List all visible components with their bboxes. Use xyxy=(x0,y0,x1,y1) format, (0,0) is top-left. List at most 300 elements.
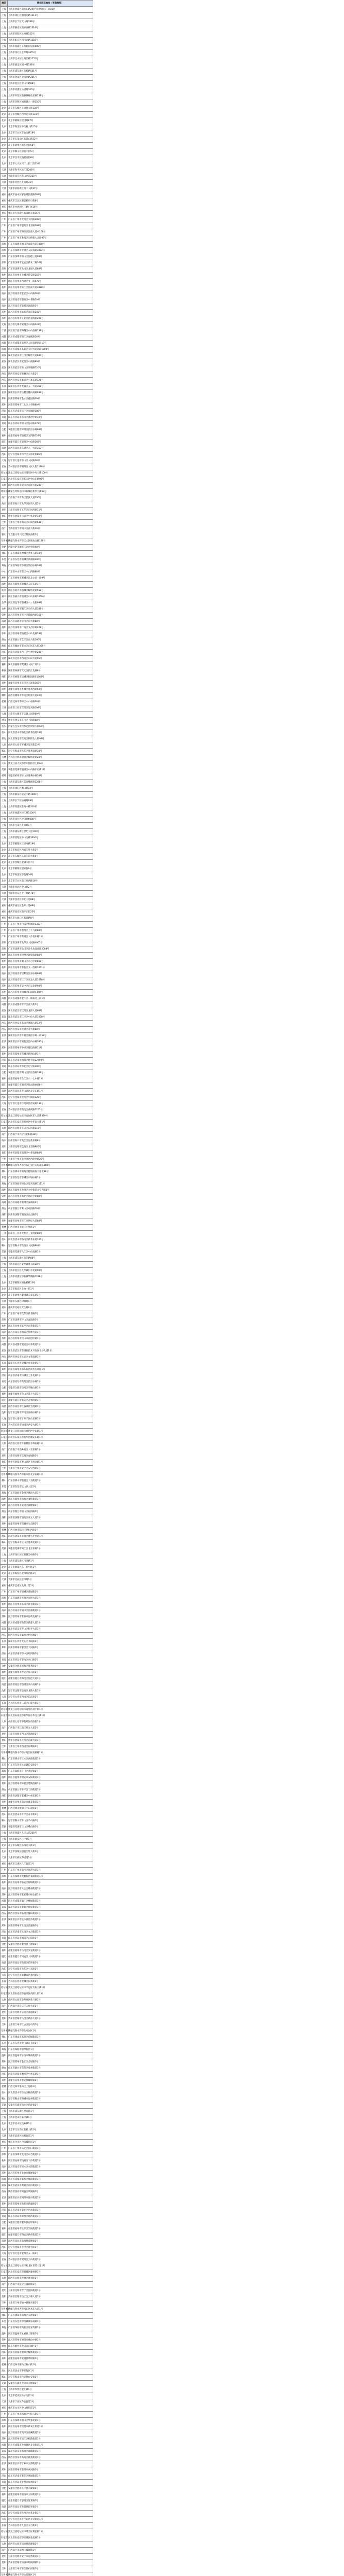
address-cell[interactable]: 浙江省温州市乐清市城南街道1号 xyxy=(8,2053,93,2059)
address-cell[interactable]: 陕西省西安市长安区文苑南路1号 xyxy=(8,1354,93,1361)
region-cell[interactable]: 吉林 xyxy=(1,755,8,761)
address-cell[interactable]: 西藏拉萨市城关区北京中路48号 xyxy=(8,545,93,551)
region-cell[interactable]: 昆明 xyxy=(1,2288,8,2294)
region-cell[interactable]: 天津 xyxy=(1,897,8,903)
region-cell[interactable]: 郑州 xyxy=(1,1923,8,1929)
region-cell[interactable]: 沈阳 xyxy=(1,1688,8,1694)
region-cell[interactable]: 厦门 xyxy=(1,1954,8,1960)
region-cell[interactable]: 芜湖 xyxy=(1,767,8,773)
region-cell[interactable]: 重庆 xyxy=(1,2140,8,2146)
address-cell[interactable]: 上海市崇明区城桥镇八一路150号 xyxy=(8,99,93,106)
region-cell[interactable]: 沈阳 xyxy=(1,2245,8,2251)
address-cell[interactable]: 浙江省嘉兴市南湖区中山东路1000号 xyxy=(8,594,93,600)
region-cell[interactable]: 太原 xyxy=(1,2541,8,2548)
region-cell[interactable]: 济南 xyxy=(1,1929,8,1936)
region-cell[interactable]: 贵阳 xyxy=(1,2016,8,2022)
address-cell[interactable]: 北京市通州区梨园镇云景东路1号 xyxy=(8,1293,93,1299)
address-cell[interactable]: 广东省佛山市三水区西南街道1号 xyxy=(8,1756,93,1762)
address-cell[interactable]: 江苏省南京市鼓楼区湖南路1号 xyxy=(8,303,93,310)
address-cell[interactable]: 河南省郑州市金水区花园路39号 xyxy=(8,396,93,402)
address-cell[interactable]: 河北省唐山市路南区新华东道100号 xyxy=(8,1237,93,1243)
region-cell[interactable]: 沈阳 xyxy=(1,1967,8,1973)
region-cell[interactable]: 杭州 xyxy=(1,965,8,971)
address-cell[interactable]: 河北省石家庄市鹿泉区向阳大街1号 xyxy=(8,1991,93,1997)
region-cell[interactable]: 西宁 xyxy=(1,526,8,532)
region-cell[interactable]: 合肥 xyxy=(1,2220,8,2226)
region-cell[interactable]: 鞍山 xyxy=(1,1243,8,1249)
region-cell[interactable]: 唐山 xyxy=(1,730,8,736)
address-cell[interactable]: 河南省洛阳市涧西区南昌路1号 xyxy=(8,1212,93,1218)
region-cell[interactable]: 佛山 xyxy=(1,1756,8,1762)
region-cell[interactable]: 乌鲁木齐 xyxy=(1,1472,8,1478)
address-cell[interactable]: 河北省石家庄市藁城区廉州路1号 xyxy=(8,2269,93,2276)
region-cell[interactable]: 三亚 xyxy=(1,1231,8,1237)
address-cell[interactable]: 吉林省长春市南关区重庆路1255号 xyxy=(8,1107,93,1113)
region-cell[interactable]: 北京 xyxy=(1,2127,8,2133)
region-cell[interactable]: 贵阳 xyxy=(1,514,8,520)
region-cell[interactable]: 上海 xyxy=(1,81,8,87)
address-cell[interactable]: 北京市海淀区上地十街1号 xyxy=(8,1286,93,1293)
region-cell[interactable]: 上海 xyxy=(1,56,8,62)
address-cell[interactable]: 浙江省杭州市西湖区文三路478号 xyxy=(8,279,93,285)
region-cell[interactable]: 上海 xyxy=(1,1274,8,1280)
address-cell[interactable]: 山西省太原市晋源区晋祠路1号 xyxy=(8,2276,93,2282)
region-cell[interactable]: 北京 xyxy=(1,1293,8,1299)
address-cell[interactable]: 重庆市沙坪坝区三峡广场16号 xyxy=(8,205,93,211)
address-cell[interactable]: 江苏省常州市天宁区延陵西路168号 xyxy=(8,613,93,619)
region-cell[interactable]: 东莞 xyxy=(1,1484,8,1490)
region-cell[interactable]: 重庆 xyxy=(1,1861,8,1868)
region-cell[interactable]: 北京 xyxy=(1,1849,8,1855)
region-cell[interactable]: 乌鲁木齐 xyxy=(1,538,8,545)
address-cell[interactable]: 广西南宁市江南区星光大道1号 xyxy=(8,1725,93,1732)
address-cell[interactable]: 河南省郑州市二七区大学路80号 xyxy=(8,402,93,409)
address-cell[interactable]: 上海市徐汇区衡山路12号 xyxy=(8,786,93,792)
address-cell[interactable]: 浙江省杭州市拱墅区湖墅南路88号 xyxy=(8,953,93,959)
region-cell[interactable]: 南通 xyxy=(1,619,8,625)
address-cell[interactable]: 广东省深圳市大鹏新区葵涌街道1号 xyxy=(8,1874,93,1880)
region-cell[interactable]: 乌鲁木齐 xyxy=(1,1750,8,1756)
region-cell[interactable]: 温州 xyxy=(1,1497,8,1503)
region-cell[interactable]: 郑州 xyxy=(1,1367,8,1373)
region-cell[interactable]: 昆明 xyxy=(1,1732,8,1738)
address-cell[interactable]: 江苏省苏州市吴江区松陵街道1号 xyxy=(8,2436,93,2443)
address-cell[interactable]: 贵州省贵阳市花溪区花溪大道1号 xyxy=(8,1738,93,1744)
region-cell[interactable]: 上海 xyxy=(1,38,8,44)
address-cell[interactable]: 上海市黄浦区淮海中路300号 xyxy=(8,804,93,810)
region-cell[interactable]: 常州 xyxy=(1,1781,8,1787)
address-cell[interactable]: 新疆乌鲁木齐市新市区北京南路1号 xyxy=(8,1472,93,1478)
address-cell[interactable]: 江苏省常州市钟楼区延陵西路1号 xyxy=(8,1781,93,1787)
region-cell[interactable]: 贵阳 xyxy=(1,1738,8,1744)
region-cell[interactable]: 拉萨 xyxy=(1,545,8,551)
address-cell[interactable]: 北京市延庆区妫水北街1号 xyxy=(8,2393,93,2399)
address-cell[interactable]: 广东省深圳市福田区深南大道7888号 xyxy=(8,242,93,248)
address-cell[interactable]: 上海市浦东新区世纪大道100号 xyxy=(8,829,93,835)
region-cell[interactable]: 泉州 xyxy=(1,2078,8,2084)
region-cell[interactable]: 保定 xyxy=(1,736,8,742)
region-cell[interactable]: 深圳 xyxy=(1,242,8,248)
address-cell[interactable]: 广东省佛山市禅城区季华五路18号 xyxy=(8,551,93,557)
address-cell[interactable]: 北京市西城区金融大街7号 xyxy=(8,860,93,866)
region-cell[interactable]: 广州 xyxy=(1,934,8,940)
region-cell[interactable]: 上海 xyxy=(1,1256,8,1262)
address-cell[interactable]: 重庆市渝北区金开大道68号 xyxy=(8,903,93,909)
address-cell[interactable]: 湖南省长沙市望城区金星北路1号 xyxy=(8,1361,93,1367)
address-cell[interactable]: 山西省太原市迎泽区迎泽大街289号 xyxy=(8,483,93,489)
address-cell[interactable]: 湖北省襄阳市樊城区人民广场1号 xyxy=(8,662,93,668)
address-cell[interactable]: 甘肃省兰州市安宁区安宁西路1号 xyxy=(8,1466,93,1472)
region-cell[interactable]: 石家庄 xyxy=(1,477,8,483)
region-cell[interactable]: 金华 xyxy=(1,600,8,606)
region-cell[interactable]: 厦门 xyxy=(1,1082,8,1089)
region-cell[interactable]: 合肥 xyxy=(1,1385,8,1392)
address-cell[interactable]: 广西南宁市邕宁区蒲庙镇1号 xyxy=(8,2282,93,2288)
address-cell[interactable]: 贵州省贵阳市南明区中华南路88号 xyxy=(8,1150,93,1157)
region-cell[interactable]: 青岛 xyxy=(1,421,8,427)
region-cell[interactable]: 烟台 xyxy=(1,1509,8,1515)
region-cell[interactable]: 佛山 xyxy=(1,551,8,557)
address-cell[interactable]: 广东省广州市荔湾区上下九路88号 xyxy=(8,928,93,934)
region-cell[interactable]: 鞍山 xyxy=(1,2375,8,2381)
region-cell[interactable]: 长春 xyxy=(1,1979,8,1985)
address-cell[interactable]: 浙江省绍兴市越城区解放北路558号 xyxy=(8,588,93,594)
address-cell[interactable]: 天津市和平区滨江道208号 xyxy=(8,167,93,174)
address-cell[interactable]: 山东省潍坊市奎文区东风东大街369号 xyxy=(8,643,93,650)
region-cell[interactable]: 北京 xyxy=(1,1286,8,1293)
address-cell[interactable]: 山东省济南市莱芜区凤城街道1号 xyxy=(8,2473,93,2480)
region-cell[interactable]: 北京 xyxy=(1,872,8,878)
region-cell[interactable]: 广州 xyxy=(1,217,8,223)
region-cell[interactable]: 上海 xyxy=(1,19,8,25)
address-cell[interactable]: 贵州省贵阳市云岩区中华北路18号 xyxy=(8,514,93,520)
address-cell[interactable]: 山东省烟台市福山区福海路1号 xyxy=(8,1509,93,1515)
region-cell[interactable]: 福州 xyxy=(1,1076,8,1082)
region-cell[interactable]: 烟台 xyxy=(1,1206,8,1212)
region-cell[interactable]: 上海 xyxy=(1,25,8,31)
region-cell[interactable]: 福州 xyxy=(1,1670,8,1676)
region-cell[interactable]: 苏州 xyxy=(1,984,8,990)
region-cell[interactable]: 合肥 xyxy=(1,1664,8,1670)
address-cell[interactable]: 安徽省芜湖市三山区峨山路1号 xyxy=(8,1824,93,1831)
region-cell[interactable]: 重庆 xyxy=(1,205,8,211)
region-cell[interactable]: 大庆 xyxy=(1,761,8,767)
region-cell[interactable]: 兰州 xyxy=(1,1744,8,1750)
address-cell[interactable]: 浙江省杭州市萧山区市心中路818号 xyxy=(8,959,93,965)
address-cell[interactable]: 山西省太原市万柏林区千峰南路1号 xyxy=(8,1441,93,1447)
address-cell[interactable]: 安徽省芜湖市镜湖区中山路步行街1号 xyxy=(8,767,93,773)
address-cell[interactable]: 河北省石家庄市长安区中山东路98号 xyxy=(8,477,93,483)
address-cell[interactable]: 福建省厦门市集美区杏林湾路1号 xyxy=(8,1398,93,1404)
region-cell[interactable]: 南京 xyxy=(1,297,8,303)
address-cell[interactable]: 安徽省芜湖市无为市无城镇1号 xyxy=(8,2381,93,2387)
region-cell[interactable]: 绍兴 xyxy=(1,588,8,594)
region-cell[interactable]: 长春 xyxy=(1,2257,8,2263)
address-cell[interactable]: 上海市闵行区沪闵路6088号 xyxy=(8,817,93,823)
address-cell[interactable]: 海南省海口市龙华区国贸大道2号 xyxy=(8,501,93,507)
address-cell[interactable]: 辽宁省大连市甘井子区山东路1号 xyxy=(8,1416,93,1422)
address-cell[interactable]: 江苏省苏州市张家港市杨舍镇1号 xyxy=(8,1892,93,1899)
region-cell[interactable]: 广州 xyxy=(1,1868,8,1874)
region-cell[interactable]: 佛山 xyxy=(1,2035,8,2041)
region-cell[interactable]: 佛山 xyxy=(1,2313,8,2319)
region-cell[interactable]: 大理 xyxy=(1,711,8,718)
region-cell[interactable]: 长沙 xyxy=(1,390,8,396)
region-cell[interactable]: 郑州 xyxy=(1,402,8,409)
address-cell[interactable]: 海南省三亚市天涯区三亚湾路88号 xyxy=(8,1231,93,1237)
address-cell[interactable]: 广东省深圳市龙岗区布吉街道1号 xyxy=(8,2152,93,2158)
region-cell[interactable]: 武汉 xyxy=(1,1626,8,1633)
address-cell[interactable]: 上海市金山区卫清西路255号 xyxy=(8,75,93,81)
region-cell[interactable]: 武汉 xyxy=(1,2183,8,2189)
address-cell[interactable]: 浙江省杭州市临安区锦城街道1号 xyxy=(8,1880,93,1886)
address-cell[interactable]: 江西省赣州市章贡区红旗大道20号 xyxy=(8,693,93,699)
region-cell[interactable]: 深圳 xyxy=(1,2152,8,2158)
address-cell[interactable]: 广东省佛山市高明区荷城街道1号 xyxy=(8,2035,93,2041)
address-cell[interactable]: 重庆市永川区中山路街道1号 xyxy=(8,2405,93,2412)
address-cell[interactable]: 山东省济南市章丘区明水街道1号 xyxy=(8,2208,93,2214)
region-cell[interactable]: 上海 xyxy=(1,69,8,75)
address-cell[interactable]: 吉林省长春市宽城区长新街1号 xyxy=(8,1979,93,1985)
address-cell[interactable]: 北京市门头沟区新桥大街1号 xyxy=(8,2127,93,2133)
region-cell[interactable]: 赣州 xyxy=(1,693,8,699)
region-cell[interactable]: 南昌 xyxy=(1,2504,8,2511)
address-cell[interactable]: 浙江省台州市椒江区市府大道388号 xyxy=(8,606,93,613)
region-cell[interactable]: 南宁 xyxy=(1,1447,8,1453)
address-cell[interactable]: 四川省成都市金牛区一环路北三段1号 xyxy=(8,996,93,1002)
address-cell[interactable]: 河北省石家庄市新华区中华北大街1号 xyxy=(8,1713,93,1719)
address-cell[interactable]: 福建省泉州市惠安县螺城镇1号 xyxy=(8,2078,93,2084)
region-cell[interactable]: 长沙 xyxy=(1,1039,8,1045)
region-cell[interactable]: 北京 xyxy=(1,149,8,155)
region-cell[interactable]: 唐山 xyxy=(1,1237,8,1243)
region-cell[interactable]: 兰州 xyxy=(1,2300,8,2307)
address-cell[interactable]: 北京市朝阳区望京街9号 xyxy=(8,866,93,872)
region-cell[interactable]: 三亚 xyxy=(1,705,8,711)
address-cell[interactable]: 福建省泉州市安溪县凤城镇1号 xyxy=(8,2356,93,2362)
region-cell[interactable]: 兰州 xyxy=(1,1466,8,1472)
address-cell[interactable]: 重庆市南岸区南坪正街22号 xyxy=(8,909,93,916)
region-cell[interactable]: 烟台 xyxy=(1,2344,8,2350)
address-cell[interactable]: 广东省东莞市松山湖大道1号 xyxy=(8,1484,93,1490)
address-cell[interactable]: 天津市西青区中北大道88号 xyxy=(8,897,93,903)
address-cell[interactable]: 黑龙江省哈尔滨市呼兰区利民街1号 xyxy=(8,2529,93,2535)
region-cell[interactable]: 济南 xyxy=(1,1651,8,1657)
region-cell[interactable]: 太原 xyxy=(1,1719,8,1725)
region-cell[interactable]: 南京 xyxy=(1,303,8,310)
region-cell[interactable]: 福州 xyxy=(1,2226,8,2232)
region-cell[interactable]: 上海 xyxy=(1,1268,8,1274)
region-cell[interactable]: 上海 xyxy=(1,2115,8,2121)
address-cell[interactable]: 上海市闵行区七莘路3655号 xyxy=(8,50,93,56)
region-cell[interactable]: 长沙 xyxy=(1,2195,8,2201)
address-cell[interactable]: 北京市西城区德胜门外大街1号 xyxy=(8,1849,93,1855)
region-cell[interactable]: 杭州 xyxy=(1,1324,8,1330)
region-cell[interactable]: 杭州 xyxy=(1,2158,8,2164)
region-cell[interactable]: 嘉兴 xyxy=(1,594,8,600)
region-cell[interactable]: 成都 xyxy=(1,334,8,341)
address-cell[interactable]: 上海市虹口区四川北路1318号 xyxy=(8,38,93,44)
address-cell[interactable]: 广东省东莞市长安镇长安路1号 xyxy=(8,1762,93,1769)
address-cell[interactable]: 黑龙江省哈尔滨市道外区靖宇街1号 xyxy=(8,1707,93,1713)
region-cell[interactable]: 长春 xyxy=(1,1422,8,1429)
region-cell[interactable]: 太原 xyxy=(1,2276,8,2282)
region-cell[interactable]: 青岛 xyxy=(1,1379,8,1385)
region-cell[interactable]: 昆明 xyxy=(1,1144,8,1150)
region-cell[interactable]: 长沙 xyxy=(1,2461,8,2467)
region-cell[interactable]: 郑州 xyxy=(1,1052,8,1058)
address-cell[interactable]: 重庆市巴南区龙洲大道1号 xyxy=(8,1583,93,1589)
address-cell[interactable]: 上海市嘉定区安亭镇墨玉路28号 xyxy=(8,1262,93,1268)
region-cell[interactable]: 蚌埠 xyxy=(1,773,8,779)
region-cell[interactable]: 深圳 xyxy=(1,254,8,260)
region-cell[interactable]: 苏州 xyxy=(1,1614,8,1620)
region-cell[interactable]: 重庆 xyxy=(1,1305,8,1311)
address-cell[interactable]: 四川省成都市新都区新都大道1号 xyxy=(8,1620,93,1626)
region-cell[interactable]: 上海 xyxy=(1,50,8,56)
address-cell[interactable]: 海南省三亚市吉阳区迎宾路198号 xyxy=(8,705,93,711)
region-cell[interactable]: 福州 xyxy=(1,1392,8,1398)
region-cell[interactable]: 深圳 xyxy=(1,2418,8,2424)
address-cell[interactable]: 江苏省常州市金坛区金城镇1号 xyxy=(8,2059,93,2065)
address-cell[interactable]: 上海市徐汇区漕溪北路1111号 xyxy=(8,13,93,19)
address-cell[interactable]: 浙江省杭州市临平区南苑街道1号 xyxy=(8,1324,93,1330)
region-cell[interactable]: 天津 xyxy=(1,891,8,897)
region-cell[interactable]: 济南 xyxy=(1,1058,8,1064)
region-cell[interactable]: 兰州 xyxy=(1,2022,8,2028)
address-cell[interactable]: 福建省福州市长乐区吴航街道1号 xyxy=(8,2226,93,2232)
region-cell[interactable]: 广州 xyxy=(1,223,8,229)
address-cell[interactable]: 安徽省合肥市肥西县上派镇1号 xyxy=(8,1942,93,1948)
region-cell[interactable]: 温州 xyxy=(1,1775,8,1781)
region-cell[interactable]: 长沙 xyxy=(1,384,8,390)
region-cell[interactable]: 昆明 xyxy=(1,507,8,514)
address-cell[interactable]: 山东省青岛市市南区香港中路10号 xyxy=(8,415,93,421)
address-cell[interactable]: 四川省成都市双流区东升街道1号 xyxy=(8,1342,93,1348)
region-cell[interactable]: 温州 xyxy=(1,2331,8,2337)
address-cell[interactable]: 广东省深圳市龙岗区龙城大道88号 xyxy=(8,266,93,273)
address-cell[interactable]: 河南省郑州市惠济区天河路1号 xyxy=(8,1645,93,1651)
region-cell[interactable]: 泉州 xyxy=(1,681,8,687)
region-cell[interactable]: 广州 xyxy=(1,928,8,934)
address-cell[interactable]: 福建省厦门市海沧区海沧大道1号 xyxy=(8,1676,93,1682)
address-cell[interactable]: 广东省佛山市南海区大沥镇1号 xyxy=(8,2313,93,2319)
address-cell[interactable]: 山东省烟台市芝罘区南大街166号 xyxy=(8,637,93,643)
address-cell[interactable]: 黑龙江省大庆市萨尔图区经七街6号 xyxy=(8,761,93,767)
region-cell[interactable]: 上海 xyxy=(1,75,8,81)
region-cell[interactable]: 南京 xyxy=(1,1330,8,1336)
address-cell[interactable]: 上海市浦东新区川沙路1号 xyxy=(8,1558,93,1565)
region-cell[interactable]: 南京 xyxy=(1,1886,8,1892)
address-cell[interactable]: 江苏省苏州市太仓市城厢镇1号 xyxy=(8,2171,93,2177)
address-cell[interactable]: 新疆乌鲁木齐市头屯河区1号 xyxy=(8,2028,93,2035)
address-cell[interactable]: 福建省福州市鼓楼区五四路128号 xyxy=(8,433,93,439)
region-cell[interactable]: 成都 xyxy=(1,347,8,353)
region-cell[interactable]: 北京 xyxy=(1,118,8,124)
address-cell[interactable]: 甘肃省兰州市红古区海石湾1号 xyxy=(8,2022,93,2028)
region-cell[interactable]: 长春 xyxy=(1,1701,8,1707)
region-cell[interactable]: 深圳 xyxy=(1,940,8,946)
region-cell[interactable]: 长春 xyxy=(1,2523,8,2529)
region-cell[interactable]: 合肥 xyxy=(1,1942,8,1948)
region-cell[interactable]: 北京 xyxy=(1,112,8,118)
address-cell[interactable]: 重庆市渝中区解放碑民族路188号 xyxy=(8,192,93,198)
region-cell[interactable]: 上海 xyxy=(1,62,8,69)
address-cell[interactable]: 广东省广州市从化区街口街道1号 xyxy=(8,2146,93,2152)
region-cell[interactable]: 成都 xyxy=(1,341,8,347)
address-cell[interactable]: 山西省太原市小店区长风街116号 xyxy=(8,1126,93,1132)
region-cell[interactable]: 中山 xyxy=(1,569,8,575)
address-cell[interactable]: 新疆乌鲁木齐市沙依巴克区友好南路668号 xyxy=(8,1163,93,1169)
address-cell[interactable]: 辽宁省鞍山市立山区胜利北路1号 xyxy=(8,1540,93,1546)
region-cell[interactable]: 长春 xyxy=(1,464,8,470)
address-cell[interactable]: 北京市昌平区鼓楼南街6号 xyxy=(8,155,93,161)
region-cell[interactable]: 哈尔滨 xyxy=(1,2529,8,2535)
region-cell[interactable]: 北京 xyxy=(1,143,8,149)
region-cell[interactable]: 南昌 xyxy=(1,1960,8,1967)
address-cell[interactable]: 北京市丰台区南三环西路16号 xyxy=(8,878,93,885)
region-cell[interactable]: 长沙 xyxy=(1,1917,8,1923)
region-cell[interactable]: 郑州 xyxy=(1,2467,8,2473)
region-cell[interactable]: 南通 xyxy=(1,1200,8,1206)
address-cell[interactable]: 上海市静安区南京西路1618号 xyxy=(8,25,93,31)
address-cell[interactable]: 河南省郑州市荥阳市索河路1号 xyxy=(8,2467,93,2473)
region-cell[interactable]: 石家庄 xyxy=(1,1120,8,1126)
address-cell[interactable]: 四川省成都市龙泉驿区龙泉街道1号 xyxy=(8,2443,93,2449)
address-cell[interactable]: 辽宁省沈阳市铁西区兴华北街1号 xyxy=(8,2511,93,2517)
address-cell[interactable]: 浙江省杭州市滨江区江南大道3888号 xyxy=(8,285,93,291)
address-cell[interactable]: 广西南宁市武鸣区城厢镇1号 xyxy=(8,2548,93,2554)
address-cell[interactable]: 黑龙江省哈尔滨市平房区友协大街1号 xyxy=(8,1985,93,1991)
region-cell[interactable]: 石家庄 xyxy=(1,1435,8,1441)
address-cell[interactable]: 广东省深圳市盐田区沙头角深盐路2088号 xyxy=(8,946,93,953)
region-cell[interactable]: 东莞 xyxy=(1,557,8,563)
address-cell[interactable]: 陕西省西安市碑林区东大街1号 xyxy=(8,371,93,378)
address-cell[interactable]: 河南省洛阳市洛龙区开元大道1号 xyxy=(8,1515,93,1521)
address-cell[interactable]: 广东省东莞市厚街镇康乐南路1号 xyxy=(8,2319,93,2325)
region-cell[interactable]: 大连 xyxy=(1,2517,8,2523)
region-cell[interactable]: 海口 xyxy=(1,1138,8,1144)
region-cell[interactable]: 武汉 xyxy=(1,353,8,359)
region-cell[interactable]: 北京 xyxy=(1,1280,8,1286)
region-cell[interactable]: 上海 xyxy=(1,1831,8,1837)
address-cell[interactable]: 江苏省南通市崇川区南大街88号 xyxy=(8,619,93,625)
region-cell[interactable]: 哈尔滨 xyxy=(1,1429,8,1435)
region-cell[interactable]: 上海 xyxy=(1,99,8,106)
address-cell[interactable]: 广东省深圳市宝安区新安二路36号 xyxy=(8,260,93,266)
region-cell[interactable]: 常州 xyxy=(1,613,8,619)
region-cell[interactable]: 绵阳 xyxy=(1,674,8,681)
region-cell[interactable]: 合肥 xyxy=(1,1070,8,1076)
address-cell[interactable]: 辽宁省沈阳市和平区太原北街86号 xyxy=(8,452,93,458)
region-cell[interactable]: 贵阳 xyxy=(1,2294,8,2300)
region-cell[interactable]: 沈阳 xyxy=(1,1410,8,1416)
region-cell[interactable]: 深圳 xyxy=(1,248,8,254)
address-cell[interactable]: 广东省珠海市香洲区情侣中路38号 xyxy=(8,563,93,569)
address-cell[interactable]: 广西桂林市象山区上海路1号 xyxy=(8,2084,93,2090)
region-cell[interactable]: 乌鲁木齐 xyxy=(1,2572,8,2576)
address-cell[interactable]: 辽宁省鞍山市千山区千山路1号 xyxy=(8,1818,93,1824)
region-cell[interactable]: 郑州 xyxy=(1,1045,8,1052)
region-cell[interactable]: 武汉 xyxy=(1,359,8,365)
address-cell[interactable]: 上海市杨浦区控江路1500号 xyxy=(8,810,93,817)
region-cell[interactable]: 东莞 xyxy=(1,1175,8,1181)
region-cell[interactable]: 温州 xyxy=(1,582,8,588)
region-cell[interactable]: 成都 xyxy=(1,1342,8,1348)
address-cell[interactable]: 浙江省宁波市海曙区中山西路138号 xyxy=(8,328,93,334)
address-cell[interactable]: 重庆市九龙坡区杨家坪正街36号 xyxy=(8,211,93,217)
region-cell[interactable]: 南京 xyxy=(1,977,8,984)
